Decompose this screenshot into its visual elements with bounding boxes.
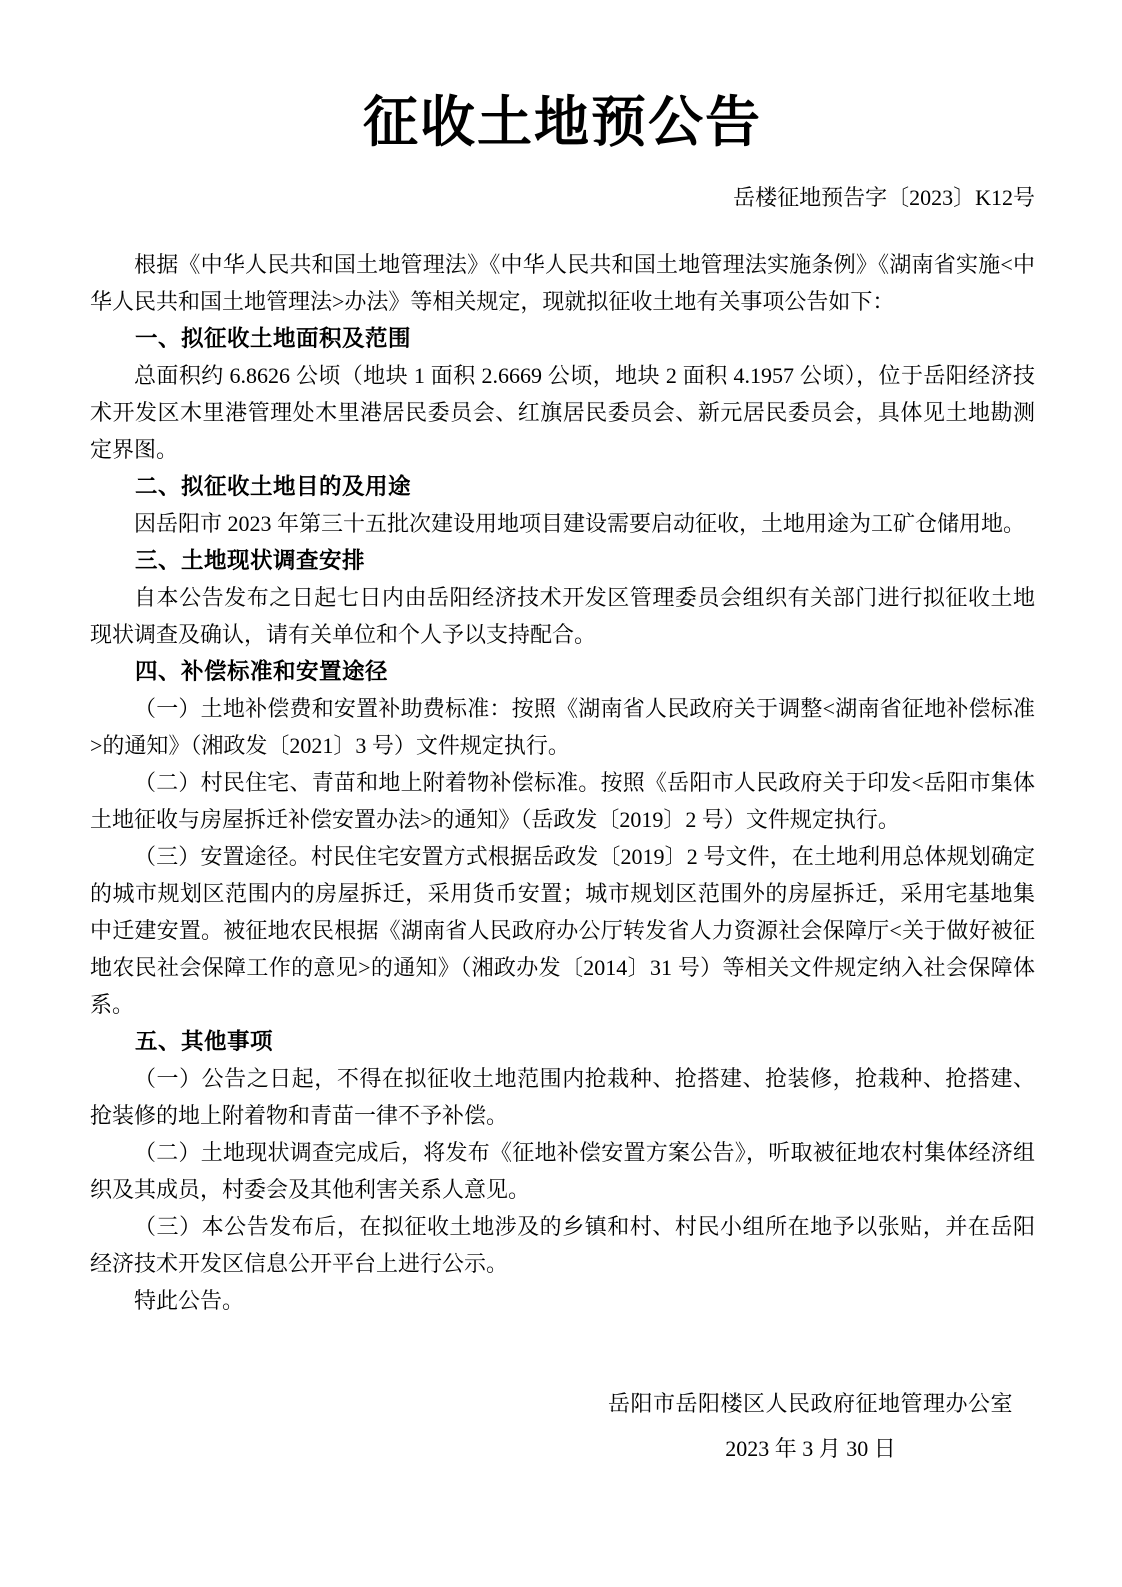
section-3-paragraph-1: 自本公告发布之日起七日内由岳阳经济技术开发区管理委员会组织有关部门进行拟征收土地现状调查及确认，请有关单位和个人予以支持配合。 — [90, 584, 1035, 647]
section-5-paragraph-3: （三）本公告发布后，在拟征收土地涉及的乡镇和村、村民小组所在地予以张贴，并在岳阳经济技术开发区信息公开平台上进行公示。 — [90, 1213, 1035, 1276]
page-title: 征收土地预公告 — [362, 89, 762, 154]
section-1-heading: 一、拟征收土地面积及范围 — [135, 325, 412, 351]
section-4-paragraph-3: （三）安置途径。村民住宅安置方式根据岳政发〔2019〕2 号文件，在土地利用总体规划确定的城市规划区范围内的房屋拆迁，采用货币安置；城市规划区范围外的房屋拆迁，采用宅基地集中迁建安置。被征地农民根据《湖南省人民政府办公厅转发省人力资源社会保障厅<关于做好被征地农民社会保障工作的意见>的通知》（湘政办发〔2014〕31 号）等相关文件规定纳入社会保障体系。 — [90, 843, 1035, 1017]
section-3-heading: 三、土地现状调查安排 — [135, 547, 366, 573]
section-5-paragraph-2: （二）土地现状调查完成后，将发布《征地补偿安置方案公告》，听取被征地农村集体经济组织及其成员，村委会及其他利害关系人意见。 — [90, 1139, 1035, 1202]
closing-statement: 特此公告。 — [134, 1287, 245, 1313]
signature-block — [608, 1385, 1013, 1467]
section-4-heading: 四、补偿标准和安置途径 — [135, 658, 389, 684]
intro-paragraph: 根据《中华人民共和国土地管理法》《中华人民共和国土地管理法实施条例》《湖南省实施<中华人民共和国土地管理法>办法》等相关规定，现就拟征收土地有关事项公告如下： — [90, 251, 1035, 314]
section-1-paragraph-1: 总面积约 6.8626 公顷（地块 1 面积 2.6669 公顷，地块 2 面积 4.1957 公顷），位于岳阳经济技术开发区木里港管理处木里港居民委员会、红旗居民委员会、新元居民委员会，具体见土地勘测定界图。 — [90, 362, 1035, 462]
section-4-paragraph-2: （二）村民住宅、青苗和地上附着物补偿标准。按照《岳阳市人民政府关于印发<岳阳市集体土地征收与房屋拆迁补偿安置办法>的通知》（岳政发〔2019〕2 号）文件规定执行。 — [90, 769, 1035, 832]
doc-number: 岳楼征地预告字〔2023〕K12号 — [733, 184, 1035, 210]
issue-date: 2023 年 3 月 30 日 — [725, 1435, 896, 1461]
section-2-paragraph-1: 因岳阳市 2023 年第三十五批次建设用地项目建设需要启动征收，土地用途为工矿仓储用地。 — [134, 510, 1026, 536]
issuing-authority: 岳阳市岳阳楼区人民政府征地管理办公室 — [607, 1390, 1013, 1416]
section-5-paragraph-1: （一）公告之日起，不得在拟征收土地范围内抢栽种、抢搭建、抢装修，抢栽种、抢搭建、抢装修的地上附着物和青苗一律不予补偿。 — [90, 1065, 1035, 1128]
section-2-heading: 二、拟征收土地目的及用途 — [135, 473, 412, 499]
section-5-heading: 五、其他事项 — [135, 1028, 274, 1054]
section-4-paragraph-1: （一）土地补偿费和安置补助费标准：按照《湖南省人民政府关于调整<湖南省征地补偿标准>的通知》（湘政发〔2021〕3 号）文件规定执行。 — [90, 695, 1035, 758]
